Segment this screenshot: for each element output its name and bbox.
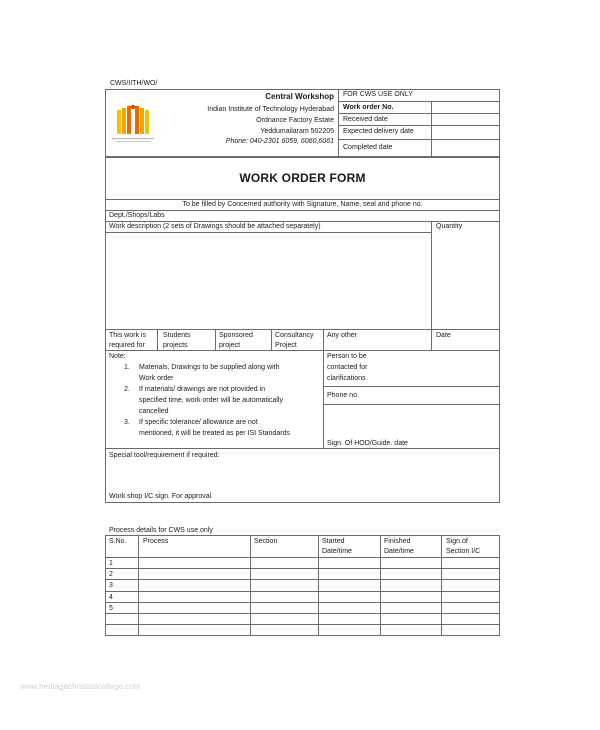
table-row-1-sno: 1	[109, 560, 113, 567]
note-3-line-1: If specific tolerance/ allowance are not	[139, 419, 258, 426]
workshop-sign-label: Work shop I/C sign. For approval	[109, 493, 212, 500]
address-line-3: Yeddumailaram 502205	[260, 128, 334, 135]
dept-field[interactable]	[170, 211, 498, 220]
received-date-label: Received date	[343, 116, 388, 123]
institute-logo	[112, 104, 154, 144]
col-header-process: Process	[143, 538, 169, 545]
option-any-other[interactable]	[324, 330, 430, 349]
hod-sign-label: Sign. Of HOD/Guide. date	[327, 440, 408, 447]
document-reference: CWS/IITH/WO/	[110, 80, 158, 87]
contact-person-field[interactable]	[380, 352, 498, 384]
org-name: Central Workshop	[265, 92, 334, 101]
col-header-started-2: Date/time	[322, 548, 352, 555]
table-row-4-sno: 4	[109, 594, 113, 601]
option-sponsored-project[interactable]	[216, 330, 270, 349]
address-line-2: Ordnance Factory Estate	[256, 117, 334, 124]
quantity-field[interactable]	[433, 234, 498, 327]
option-sponsored-line-2: project	[219, 342, 241, 349]
table-row-3-sno: 3	[109, 582, 113, 589]
note-2-line-1: If materials/ drawings are not provided in	[139, 386, 266, 393]
option-consultancy-line-2: Project	[275, 342, 297, 349]
col-header-sign-2: Section I/C	[446, 548, 481, 555]
received-date-field[interactable]	[433, 114, 498, 124]
address-line-1: Indian Institute of Technology Hyderabad	[207, 106, 334, 113]
col-header-sno: S.No.	[109, 538, 127, 545]
option-consultancy-project[interactable]	[272, 330, 322, 349]
note-2-number: 2.	[124, 386, 130, 393]
process-table-title: Process details for CWS use only	[109, 527, 213, 534]
contact-person-line-1: Person to be	[327, 353, 367, 360]
required-for-label-2: required for	[109, 342, 145, 349]
note-1-number: 1.	[124, 364, 130, 371]
note-title: Note:	[109, 353, 126, 360]
completed-date-label: Completed date	[343, 144, 393, 151]
contact-person-line-3: clarifications	[327, 375, 366, 382]
option-consultancy-line-1: Consultancy	[275, 332, 314, 339]
work-description-label: Work description (2 sets of Drawings should be attached separately)	[109, 223, 321, 230]
option-students-projects[interactable]	[158, 330, 214, 349]
option-any-other-label: Any other	[327, 332, 357, 339]
dept-label: Dept./Shops/Labs	[109, 212, 165, 219]
completed-date-field[interactable]	[433, 140, 498, 156]
note-1-line-2: Work order	[139, 375, 174, 382]
date-label: Date	[436, 332, 451, 339]
note-3-number: 3.	[124, 419, 130, 426]
col-header-sign-1: Sign.of	[446, 538, 468, 545]
col-header-started-1: Started	[322, 538, 345, 545]
col-header-section: Section	[254, 538, 278, 545]
note-3-line-2: mentioned, it will be treated as per ISI Standards	[139, 430, 290, 437]
col-header-finished-1: Finished	[384, 538, 411, 545]
work-order-no-label: Work order No.	[343, 104, 394, 111]
option-sponsored-line-1: Sponsored	[219, 332, 253, 339]
phone-no-label: Phone no.	[327, 392, 359, 399]
hod-sign-field[interactable]	[325, 406, 498, 438]
contact-person-line-2: contacted for	[327, 364, 368, 371]
instruction-text: To be filled by Concerned authority with Signature, Name, seal and phone no.	[182, 201, 423, 208]
watermark: www.heritagechristiancollege.com	[20, 682, 141, 691]
work-order-no-field[interactable]	[433, 102, 498, 112]
table-row-2-sno: 2	[109, 571, 113, 578]
expected-delivery-label: Expected delivery date	[343, 128, 414, 135]
form-title: WORK ORDER FORM	[239, 171, 366, 185]
note-2-line-2: specified time, work order will be automatically	[139, 397, 283, 404]
special-requirement-label: Special tool/requirement if required:	[109, 452, 220, 459]
quantity-label: Quantity	[436, 223, 463, 230]
cws-box-title: FOR CWS USE ONLY	[343, 91, 413, 98]
phone-numbers: Phone: 040-2301 6059, 6060,6061	[225, 138, 334, 145]
expected-delivery-field[interactable]	[433, 126, 498, 138]
table-row-5-sno: 5	[109, 605, 113, 612]
work-description-field[interactable]	[107, 234, 429, 327]
option-students-line-2: projects	[163, 342, 188, 349]
required-for-label-1: This work is	[109, 332, 146, 339]
note-1-line-1: Materials, Drawings to be supplied along with	[139, 364, 280, 371]
phone-no-field[interactable]	[370, 388, 498, 402]
special-requirement-field[interactable]	[107, 462, 498, 490]
note-2-line-3: cancelled	[139, 408, 169, 415]
date-field[interactable]	[433, 341, 498, 349]
col-header-finished-2: Date/time	[384, 548, 414, 555]
option-students-line-1: Students	[163, 332, 191, 339]
